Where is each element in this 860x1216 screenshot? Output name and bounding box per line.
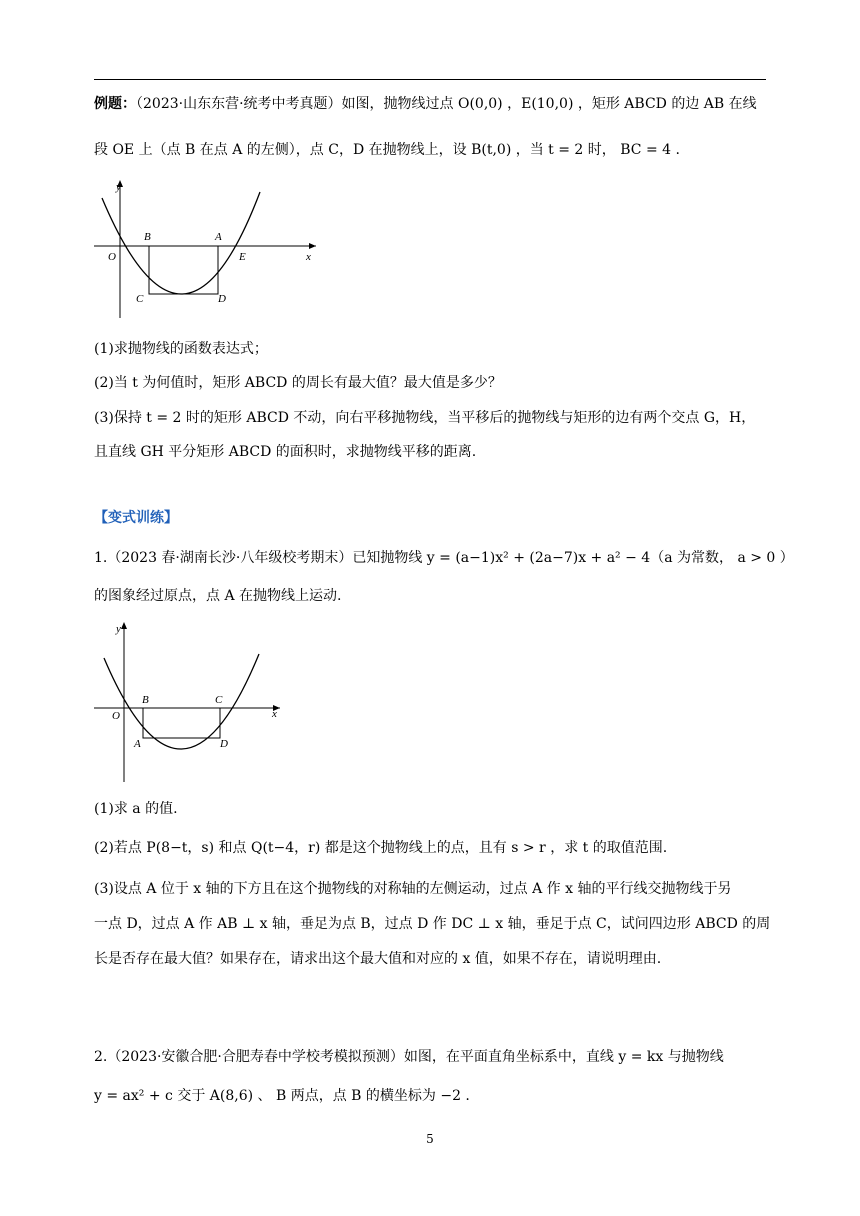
label-o: O: [112, 710, 120, 722]
example-question-1: (1)求抛物线的函数表达式；: [94, 341, 268, 357]
figure-1: [94, 178, 320, 320]
example-question-3a: (3)保持 t = 2 时的矩形 ABCD 不动，向右平移抛物线，当平移后的抛物线与矩形的边有两个交点 G，H，: [94, 410, 756, 426]
label-b: B: [144, 231, 151, 243]
example-text-1: （2023·山东东营·统考中考真题）如图，抛物线过点 O(0,0) ，E(10,0) ，矩形 ABCD 的边 AB 在线: [136, 96, 757, 112]
problem-1-question-3c: 长是否存在最大值？如果存在，请求出这个最大值和对应的 x 值，如果不存在，请说明理由.: [94, 951, 662, 967]
parabola: [104, 654, 259, 749]
problem-1-question-1: (1)求 a 的值.: [94, 801, 178, 817]
example-question-3b: 且直线 GH 平分矩形 ABCD 的面积时，求抛物线平移的距离.: [94, 444, 477, 460]
problem-1-question-3a: (3)设点 A 位于 x 轴的下方且在这个抛物线的对称轴的左侧运动，过点 A 作 x 轴的平行线交抛物线于另: [94, 881, 732, 897]
label-x: x: [272, 708, 277, 720]
label-d: D: [220, 738, 228, 750]
label-b: B: [142, 694, 149, 706]
label-y: y: [116, 181, 121, 193]
figure-2: [94, 620, 284, 784]
example-label: 例题：: [94, 96, 136, 112]
problem-1-question-2: (2)若点 P(8−t，s) 和点 Q(t−4，r) 都是这个抛物线上的点，且有 s > r ，求 t 的取值范围.: [94, 840, 668, 856]
label-c: C: [215, 694, 223, 706]
label-a: A: [215, 231, 222, 243]
example-line-2: 段 OE 上（点 B 在点 A 的左侧），点 C，D 在抛物线上，设 B(t,0) ，当 t = 2 时， BC = 4 .: [94, 142, 680, 158]
label-e: E: [239, 251, 246, 263]
label-x: x: [306, 251, 311, 263]
label-a: A: [134, 738, 141, 750]
page-number: 5: [426, 1132, 434, 1146]
label-d: D: [218, 293, 226, 305]
problem-1-question-3b: 一点 D，过点 A 作 AB ⊥ x 轴，垂足为点 B，过点 D 作 DC ⊥ x 轴，垂足于点 C，试问四边形 ABCD 的周: [94, 916, 771, 932]
label-c: C: [136, 293, 144, 305]
section-title: 【变式训练】: [94, 510, 178, 526]
rectangle-abcd: [143, 708, 220, 738]
problem-2-line-2: y = ax² + c 交于 A(8,6) 、 B 两点，点 B 的横坐标为 −2 .: [94, 1088, 470, 1104]
header-rule: [94, 79, 766, 80]
label-o: O: [108, 251, 116, 263]
x-axis-arrow-icon: [309, 243, 316, 249]
problem-1-line-1: 1.（2023 春·湖南长沙·八年级校考期末）已知抛物线 y = (a−1)x² + (2a−7)x + a² − 4（a 为常数， a > 0 ）: [94, 550, 794, 566]
y-axis-arrow-icon: [121, 622, 127, 629]
label-y: y: [116, 623, 121, 635]
problem-2-line-1: 2.（2023·安徽合肥·合肥寿春中学校考模拟预测）如图，在平面直角坐标系中，直线 y = kx 与抛物线: [94, 1049, 724, 1065]
problem-1-line-2: 的图象经过原点，点 A 在抛物线上运动.: [94, 588, 342, 604]
parabola: [102, 192, 260, 294]
example-question-2: (2)当 t 为何值时，矩形 ABCD 的周长有最大值？最大值是多少？: [94, 375, 502, 391]
example-line-1: [94, 95, 757, 113]
